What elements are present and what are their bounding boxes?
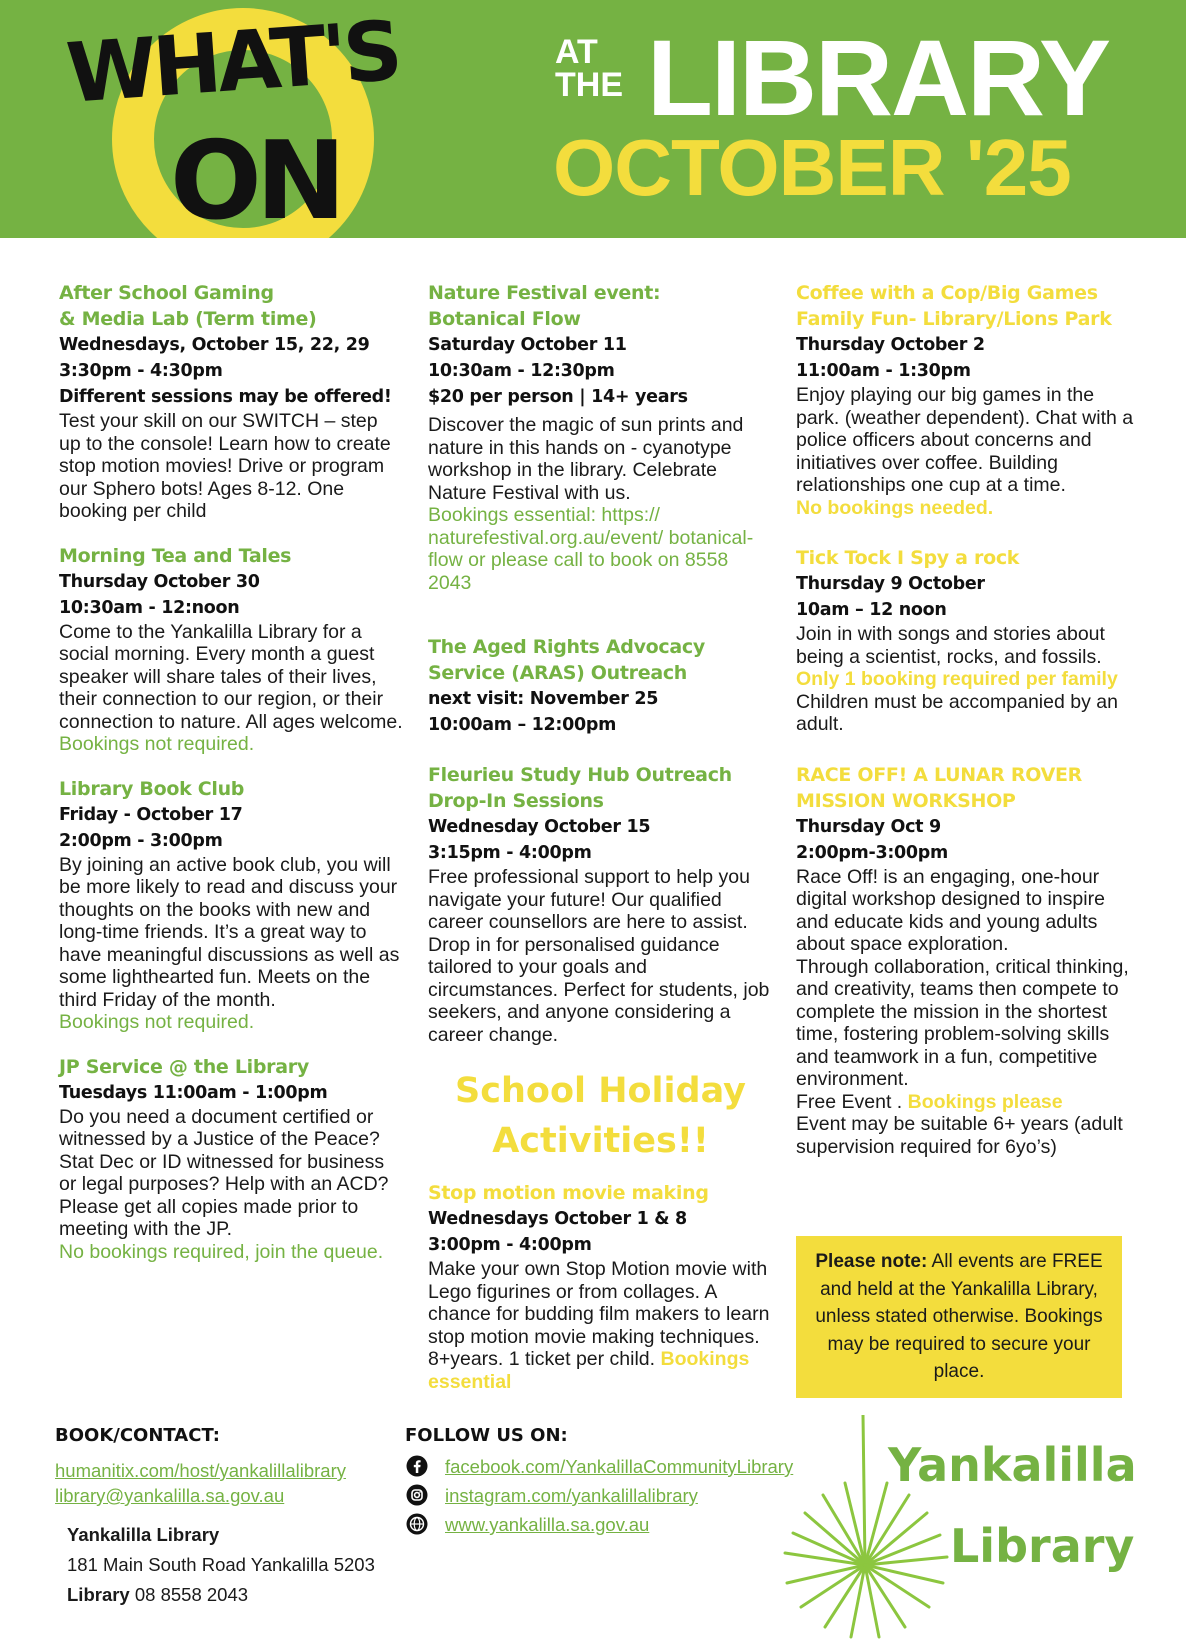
- free-event-line: Free Event . Bookings please: [796, 1090, 1063, 1113]
- library-heading: LIBRARY: [647, 17, 1109, 138]
- note-text: All events are FREE and held at the Yankalilla Library, unless stated otherwise. Bookings may be required to secure your place.: [815, 1251, 1103, 1382]
- whats-heading: WHAT'S: [63, 3, 402, 122]
- event-title-line2: MISSION WORKSHOP: [796, 789, 1016, 812]
- event-time: 2:00pm - 3:00pm: [59, 830, 223, 851]
- event-description-2: Through collaboration, critical thinking, and creativity, teams then compete to complete the mission in the shortest time, fostering problem-solving skills and teamwork in a fun, competitive environment.: [796, 955, 1129, 1090]
- event-aras-outreach: [428, 634, 773, 738]
- event-date: Tuesdays 11:00am - 1:00pm: [59, 1082, 328, 1103]
- event-date: Wednesdays October 1 & 8: [428, 1209, 687, 1229]
- event-title: JP Service @ the Library: [59, 1055, 309, 1078]
- event-time: 3:15pm - 4:00pm: [428, 843, 592, 863]
- column-2: [428, 280, 773, 1413]
- event-date: Wednesday October 15: [428, 817, 651, 837]
- library-phone: Library 08 8558 2043: [67, 1584, 249, 1605]
- event-time: 10:30am - 12:30pm: [428, 361, 615, 381]
- booking-note: Bookings not required.: [59, 733, 255, 755]
- event-title: Stop motion movie making: [428, 1182, 709, 1204]
- header-banner: [0, 0, 1186, 238]
- event-coffee-with-cop: [796, 280, 1141, 519]
- website-link[interactable]: www.yankalilla.sa.gov.au: [445, 1514, 650, 1535]
- event-title: Nature Festival event:: [428, 282, 661, 304]
- event-title-line2: Drop-In Sessions: [428, 790, 604, 812]
- event-description: By joining an active book club, you will be more likely to read and discuss your thoughts on the books with new and long-time friends. It’s a great way to have meaningful discussions as well as some lighthearted fun. Meets on the third Friday of the month.: [59, 853, 400, 1011]
- event-title: RACE OFF! A LUNAR ROVER: [796, 763, 1082, 786]
- event-time: 10:30am - 12:noon: [59, 597, 240, 618]
- event-title-line2: & Media Lab (Term time): [59, 308, 317, 330]
- note-label: Please note:: [815, 1251, 928, 1272]
- event-time: 2:00pm-3:00pm: [796, 842, 948, 863]
- on-heading: ON: [170, 119, 341, 238]
- event-date: Wednesdays, October 15, 22, 29: [59, 335, 370, 355]
- event-time: 10am – 12 noon: [796, 600, 947, 620]
- email-link[interactable]: library@yankalilla.sa.gov.au: [55, 1485, 285, 1506]
- event-title-line2: Botanical Flow: [428, 308, 581, 330]
- event-date: Thursday 9 October: [796, 574, 985, 594]
- follow-heading: FOLLOW US ON:: [405, 1425, 568, 1446]
- globe-icon[interactable]: [406, 1513, 428, 1535]
- event-title: Coffee with a Cop/Big Games: [796, 282, 1098, 304]
- event-title: Fleurieu Study Hub Outreach: [428, 764, 732, 786]
- booking-note: No bookings required, join the queue.: [59, 1240, 384, 1263]
- event-title: Morning Tea and Tales: [59, 544, 292, 567]
- event-description: Enjoy playing our big games in the park. (weather dependent). Chat with a police officers about concerns and initiatives over coffee. Building relationships one cup at a time.: [796, 384, 1134, 496]
- event-description: Free professional support to help you navigate your future! Our qualified career counsellors are here to assist. Drop in for personalised guidance tailored to your goals and circumstances. Perfect for students, job seekers, and anyone considering a career change.: [428, 866, 770, 1046]
- event-title-line2: Family Fun- Library/Lions Park: [796, 308, 1112, 330]
- facebook-link[interactable]: facebook.com/YankalillaCommunityLibrary: [445, 1456, 794, 1477]
- logo-text-library: Library: [950, 1519, 1135, 1573]
- logo-text-yankalilla: Yankalilla: [888, 1438, 1137, 1492]
- event-title: After School Gaming: [59, 282, 274, 304]
- event-description: Test your skill on our SWITCH – step up to the console! Learn how to create stop motion movies! Drive or program our Sphero bots! Ages 8-12. One booking per child: [59, 410, 391, 522]
- booking-link[interactable]: Bookings essential: https:// naturefestival.org.au/event/ botanical-flow or please call to book on 8558 2043: [428, 504, 754, 594]
- event-description: Do you need a document certified or witnessed by a Justice of the Peace? Stat Dec or ID witnessed for business or legal purposes? Help with an ACD? Please get all copies made prior to meeting with the JP.: [59, 1105, 389, 1240]
- library-address: 181 Main South Road Yankalilla 5203: [67, 1554, 375, 1575]
- event-description: Join in with songs and stories about being a scientist, rocks, and fossils.: [796, 623, 1105, 668]
- event-description-3: Event may be suitable 6+ years (adult supervision required for 6yo’s): [796, 1113, 1123, 1158]
- event-nature-festival: [428, 280, 773, 594]
- event-time: 3:00pm - 4:00pm: [428, 1235, 592, 1255]
- event-study-hub: [428, 762, 773, 1046]
- event-morning-tea: [59, 543, 404, 756]
- event-date: next visit: November 25: [428, 689, 659, 709]
- event-extra: Different sessions may be offered!: [59, 387, 392, 407]
- facebook-icon[interactable]: [406, 1455, 428, 1477]
- library-name: Yankalilla Library: [67, 1524, 220, 1545]
- booking-note: Bookings please: [907, 1090, 1063, 1113]
- humanitix-link[interactable]: humanitix.com/host/yankalillalibrary: [55, 1460, 346, 1481]
- booking-note: No bookings needed.: [796, 496, 994, 519]
- event-time: 3:30pm - 4:30pm: [59, 361, 223, 381]
- event-date: Saturday October 11: [428, 335, 627, 355]
- event-time: 11:00am - 1:30pm: [796, 361, 971, 381]
- event-date: Thursday October 2: [796, 335, 985, 355]
- school-holiday-heading: School Holiday Activities!!: [455, 1071, 746, 1161]
- instagram-link[interactable]: instagram.com/yankalillalibrary: [445, 1485, 698, 1506]
- event-time: 10:00am – 12:00pm: [428, 715, 617, 735]
- event-date: Friday - October 17: [59, 804, 243, 825]
- event-title-line2: Service (ARAS) Outreach: [428, 662, 688, 684]
- event-after-school-gaming: [59, 280, 404, 523]
- event-title: The Aged Rights Advocacy: [428, 636, 705, 658]
- event-date: Thursday Oct 9: [796, 816, 941, 837]
- event-description: Make your own Stop Motion movie with Lego figurines or from collages. A chance for budding film makers to learn stop motion movie making techniques. 8+years. 1 ticket per child. Bookings essential: [428, 1258, 770, 1393]
- event-description: Come to the Yankalilla Library for a social morning. Every month a guest speaker will share tales of their lives, their connection to our region, or their connection to nature. All ages welcome.: [59, 620, 403, 733]
- event-title: Library Book Club: [59, 777, 245, 800]
- instagram-icon[interactable]: [406, 1484, 428, 1506]
- event-description: Race Off! is an engaging, one-hour digital workshop designed to inspire and educate kids and young adults about space exploration.: [796, 865, 1105, 955]
- column-3: [796, 280, 1141, 1178]
- event-title: Tick Tock I Spy a rock: [796, 547, 1020, 569]
- event-jp-service: [59, 1054, 404, 1264]
- column-1: [59, 280, 404, 1283]
- please-note-box: [796, 1236, 1122, 1398]
- event-price: $20 per person | 14+ years: [428, 387, 688, 407]
- event-stop-motion: [428, 1180, 773, 1393]
- event-tick-tock: [796, 545, 1141, 736]
- booking-note: Only 1 booking required per family: [796, 668, 1118, 690]
- event-date: Thursday October 30: [59, 571, 260, 592]
- at-the-heading: AT THE: [555, 33, 623, 104]
- month-heading: OCTOBER '25: [553, 123, 1071, 212]
- event-book-club: [59, 776, 404, 1034]
- book-contact-heading: BOOK/CONTACT:: [55, 1425, 220, 1446]
- booking-note: Bookings essential: [428, 1348, 750, 1393]
- event-race-off: [796, 762, 1141, 1159]
- event-description-2: Children must be accompanied by an adult.: [796, 690, 1118, 735]
- event-description: Discover the magic of sun prints and nature in this hands on - cyanotype workshop in the library. Celebrate Nature Festival with us.: [428, 414, 744, 504]
- booking-note: Bookings not required.: [59, 1011, 255, 1033]
